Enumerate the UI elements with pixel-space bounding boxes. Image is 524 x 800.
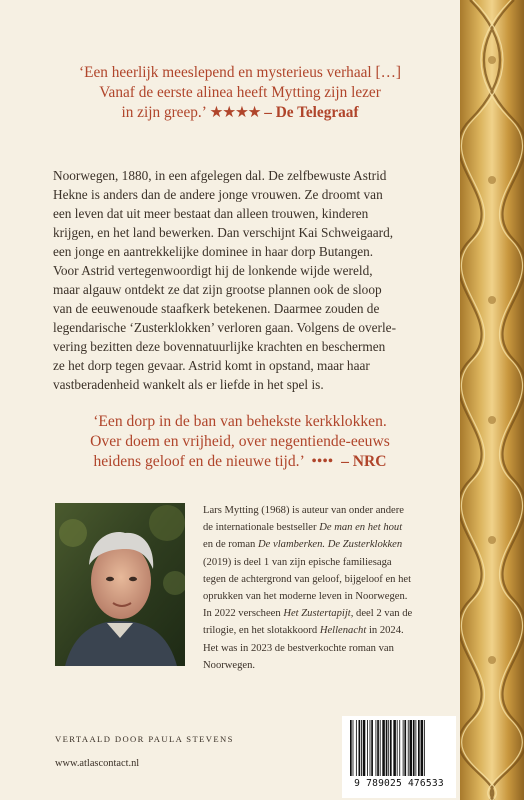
review-quote-nrc xyxy=(20,412,460,472)
book-title: De man en het hout xyxy=(319,522,403,534)
translator-credit: VERTAALD DOOR PAULA STEVENS xyxy=(55,734,234,744)
book-title: De vlamberken. xyxy=(258,539,326,551)
blurb-line: vering bezitten deze bovennatuurlijke krachten en beschermen xyxy=(53,339,386,354)
barcode-bar xyxy=(408,720,409,776)
blurb-line: van de eeuwenoude staafkerk betekenen. Daarmee zouden de xyxy=(53,301,380,316)
publisher-website: www.atlascontact.nl xyxy=(55,758,140,769)
bio-line: Noorwegen. xyxy=(203,659,256,671)
blurb-line: krijgen, en het land bewerken. Dan verschijnt Kai Schweigaard, xyxy=(53,225,394,240)
blurb-line: een jonge en aantrekkelijke dominee in haar dorp Butangen. xyxy=(53,244,374,259)
bio-text: en de roman xyxy=(203,539,256,551)
blurb-line: ze het dorp tegen gevaar. Astrid komt in opstand, maar haar xyxy=(53,358,370,373)
blurb-line: vastberadenheid wankelt als er liefde in het spel is. xyxy=(53,377,324,392)
quote-attribution: – NRC xyxy=(341,453,387,470)
book-title: Hellenacht xyxy=(319,625,367,637)
bio-line: Het was in 2023 de bestverkochte roman van xyxy=(203,642,394,654)
barcode-bar xyxy=(350,720,352,776)
bio-text: In 2022 verscheen xyxy=(203,608,281,620)
barcode-bar xyxy=(410,720,413,776)
barcode-bar xyxy=(413,720,415,776)
barcode-bar xyxy=(370,720,371,776)
bio-text: trilogie, en het slotakkoord xyxy=(203,625,318,637)
author-bio xyxy=(203,502,455,674)
barcode-bar xyxy=(421,720,424,776)
blurb-line: een leven dat uit meer bestaat dan alleen trouwen, kinderen xyxy=(53,206,369,221)
quote-text: in zijn greep.’ xyxy=(121,104,206,121)
barcode-bar xyxy=(393,720,396,776)
rating-stars: ★★★★ xyxy=(209,104,261,121)
bio-line xyxy=(203,519,455,536)
knotwork-pattern xyxy=(460,0,524,800)
barcode-bar xyxy=(386,720,388,776)
quote-line: Vanaf de eerste alinea heeft Mytting zijn lezer xyxy=(99,84,381,101)
barcode-bar xyxy=(415,720,416,776)
barcode-bar xyxy=(361,720,362,776)
barcode-bar xyxy=(390,720,392,776)
book-title: De Zusterklokken xyxy=(327,539,403,551)
barcode-bar xyxy=(380,720,381,776)
bio-line: Lars Mytting (1968) is auteur van onder andere xyxy=(203,505,404,516)
bio-line xyxy=(203,605,455,622)
bio-line: oprukken van het moderne leven in Noorwegen. xyxy=(203,591,408,603)
barcode-bar xyxy=(356,720,357,776)
book-title: Het Zustertapijt, xyxy=(283,608,354,620)
bio-line: (2019) is deel 1 van zijn epische familiesaga xyxy=(203,556,392,568)
blurb-line: maar algauw ontdekt ze dat zijn grootse plannen ook de sloop xyxy=(53,282,382,297)
bio-line: tegen de achtergrond van geloof, bijgeloof en het xyxy=(203,573,412,585)
isbn-barcode xyxy=(342,716,456,798)
blurb-line: legendarische ‘Zusterklokken’ verloren gaan. Volgens de overle- xyxy=(53,320,397,335)
bio-text: deel 2 van de xyxy=(356,608,413,620)
barcode-bar xyxy=(424,720,425,776)
barcode-bar xyxy=(367,720,368,776)
quote-line: Over doem en vrijheid, over negentiende-eeuws xyxy=(90,433,390,450)
bio-text: de internationale bestseller xyxy=(203,522,317,534)
quote-line: ‘Een heerlijk meeslepend en mysterieus verhaal […] xyxy=(79,64,401,81)
barcode-bar xyxy=(397,720,398,776)
quote-line xyxy=(20,103,460,123)
bio-text: in 2024. xyxy=(368,625,404,637)
rating-dots: •••• xyxy=(311,453,334,470)
blurb-line: Voor Astrid vertegenwoordigt hij de lonkende wijde wereld, xyxy=(53,263,373,278)
quote-line xyxy=(20,452,460,472)
barcode-bar xyxy=(376,720,377,776)
blurb-line: Hekne is anders dan de andere jonge vrouwen. Ze droomt van xyxy=(53,187,383,202)
quote-attribution: – De Telegraaf xyxy=(264,104,359,121)
barcode-bar xyxy=(359,720,361,776)
barcode-bars xyxy=(342,716,456,778)
barcode-bar xyxy=(399,720,400,776)
ornamental-border xyxy=(460,0,524,800)
isbn-digits: 9 789025 476533 xyxy=(354,778,444,789)
barcode-bar xyxy=(388,720,389,776)
quote-text: heidens geloof en de nieuwe tijd.’ xyxy=(93,453,304,470)
barcode-bar xyxy=(418,720,420,776)
barcode-bar xyxy=(403,720,404,776)
barcode-bar xyxy=(377,720,379,776)
barcode-bar xyxy=(382,720,385,776)
bio-line xyxy=(203,536,455,553)
author-photo xyxy=(55,503,185,666)
barcode-bar xyxy=(363,720,366,776)
bio-line xyxy=(203,622,455,639)
barcode-bar xyxy=(353,720,354,776)
barcode-bar xyxy=(371,720,373,776)
review-quote-telegraaf xyxy=(20,63,460,123)
book-blurb xyxy=(53,166,453,394)
barcode-bar xyxy=(404,720,406,776)
blurb-line: Noorwegen, 1880, in een afgelegen dal. De zelfbewuste Astrid xyxy=(53,168,387,183)
quote-line: ‘Een dorp in de ban van behekste kerkklokken. xyxy=(93,413,387,430)
